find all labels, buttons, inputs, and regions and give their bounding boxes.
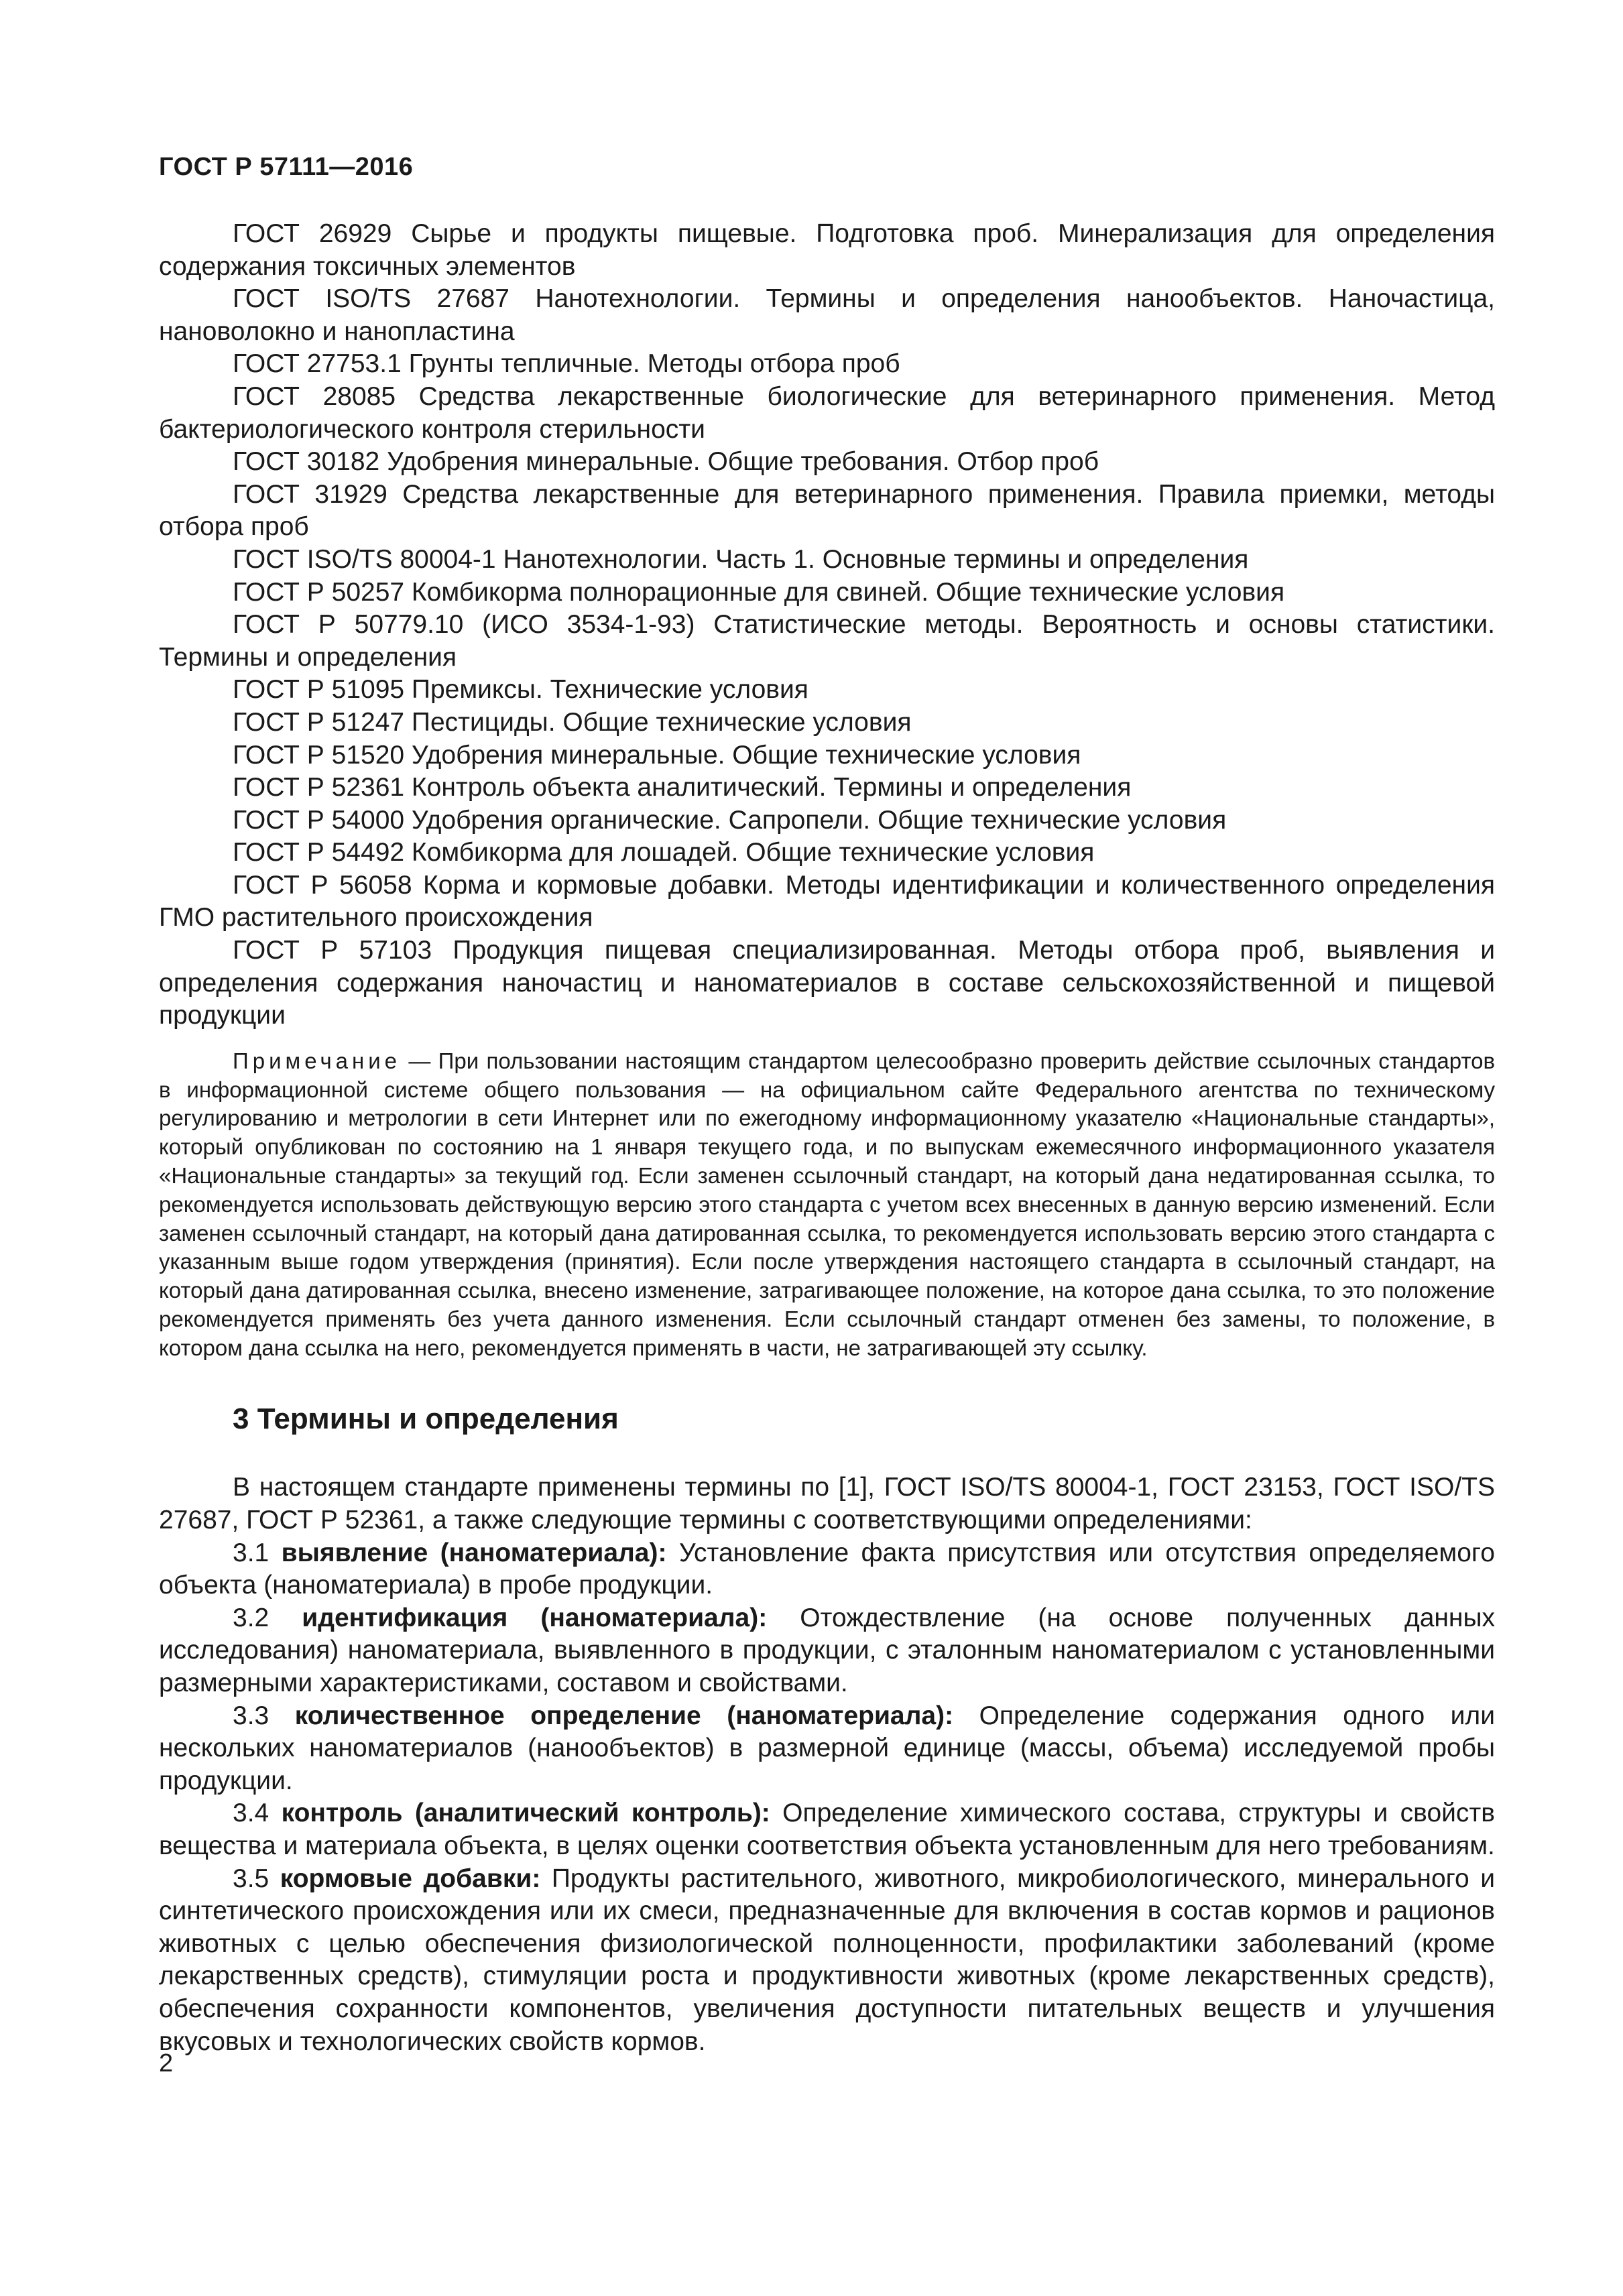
- reference-item: ГОСТ 31929 Средства лекарственные для ветеринарного применения. Правила приемки, методы отбора проб: [159, 479, 1495, 542]
- reference-item: ГОСТ Р 51247 Пестициды. Общие технические условия: [233, 707, 912, 737]
- reference-item: ГОСТ 30182 Удобрения минеральные. Общие требования. Отбор проб: [233, 447, 1099, 477]
- term-entry: [159, 1537, 1495, 1602]
- reference-item: ГОСТ Р 51095 Премиксы. Технические условия: [233, 675, 808, 705]
- note-label: Примечание: [233, 1048, 402, 1073]
- term-definition: Определение химического состава, структуры и свойств вещества и материала объекта, в целях оценки соответствия объекта установленным для него требованиям.: [159, 1799, 1495, 1860]
- reference-item: ГОСТ Р 54492 Комбикорма для лошадей. Общие технические условия: [233, 838, 1095, 867]
- terms-section: [159, 1471, 1495, 2058]
- reference-item: ГОСТ Р 54000 Удобрения органические. Сапропели. Общие технические условия: [233, 805, 1227, 835]
- reference-item: ГОСТ ISO/TS 80004-1 Нанотехнологии. Часть 1. Основные термины и определения: [233, 544, 1249, 574]
- reference-item: ГОСТ Р 50779.10 (ИСО 3534-1-93) Статистические методы. Вероятность и основы статистики. Термины и определения: [159, 610, 1495, 672]
- page-number: 2: [159, 2049, 174, 2077]
- term-name: количественное определение (наноматериала):: [294, 1701, 954, 1730]
- reference-item: ГОСТ Р 50257 Комбикорма полнорационные для свиней. Общие технические условия: [233, 577, 1285, 607]
- term-definition: Продукты растительного, животного, микробиологического, минерального и синтетического происхождения или их смеси, предназначенные для включения в состав кормов и рационов животных с целью обеспечения физиологической полноценности, профилактики заболеваний (кроме лекарственных средств), стимуляции роста и продуктивности животных (кроме лекарственных средств), обеспечения сохранности компонентов, увеличения доступности питательных веществ и улучшения вкусовых и технологических свойств кормов.: [159, 1864, 1495, 2056]
- term-name: кормовые добавки:: [280, 1864, 541, 1893]
- note-paragraph: [159, 1047, 1495, 1363]
- term-number: 3.4: [233, 1799, 269, 1828]
- term-name: идентификация (наноматериала):: [302, 1603, 768, 1632]
- term-name: контроль (аналитический контроль):: [281, 1799, 770, 1828]
- document-header: ГОСТ Р 57111—2016: [159, 153, 414, 181]
- term-definition: Определение содержания одного или нескольких наноматериалов (нанообъектов) в размерной единице (массы, объема) исследуемой пробы продукции.: [159, 1701, 1495, 1795]
- note-dash: —: [401, 1048, 438, 1073]
- reference-item: ГОСТ ISO/TS 27687 Нанотехнологии. Термины и определения нанообъектов. Наночастица, нановолокно и нанопластина: [159, 284, 1495, 346]
- reference-item: ГОСТ Р 57103 Продукция пищевая специализированная. Методы отбора проб, выявления и определения содержания наночастиц и наноматериалов в составе сельскохозяйственной и пищевой продукции: [159, 936, 1495, 1030]
- section-heading: 3 Термины и определения: [233, 1402, 619, 1435]
- note-text: При пользовании настоящим стандартом целесообразно проверить действие ссылочных стандартов в информационной системе общего пользования — на официальном сайте Федерального агентства по техническому регулированию и метрологии в сети Интернет или по ежегодному информационному указателю «Национальные стандарты», который опубликован по состоянию на 1 января текущего года, и по выпускам ежемесячного информационного указателя «Национальные стандарты» за текущий год. Если заменен ссылочный стандарт, на который дана недатированная ссылка, то рекомендуется использовать действующую версию этого стандарта с учетом всех внесенных в данную версию изменений. Если заменен ссылочный стандарт, на который дана датированная ссылка, то рекомендуется использовать версию этого стандарта с указанным выше годом утверждения (принятия). Если после утверждения настоящего стандарта в ссылочный стандарт, на который дана датированная ссылка, внесено изменение, затрагивающее положение, на которое дана ссылка, то это положение рекомендуется применять без учета данного изменения. Если ссылочный стандарт отменен без замены, то положение, в котором дана ссылка на него, рекомендуется применять в части, не затрагивающей эту ссылку.: [159, 1048, 1495, 1360]
- term-definition: Установление факта присутствия или отсутствия определяемого объекта (наноматериала) в пробе продукции.: [159, 1538, 1495, 1600]
- term-number: 3.5: [233, 1864, 269, 1893]
- term-entry: [159, 1797, 1495, 1862]
- reference-item: ГОСТ Р 56058 Корма и кормовые добавки. Методы идентификации и количественного определения ГМО растительного происхождения: [159, 870, 1495, 932]
- reference-item: ГОСТ 28085 Средства лекарственные биологические для ветеринарного применения. Метод бактериологического контроля стерильности: [159, 381, 1495, 444]
- term-name: выявление (наноматериала):: [281, 1538, 667, 1567]
- reference-item: ГОСТ Р 52361 Контроль объекта аналитический. Термины и определения: [233, 773, 1132, 802]
- term-definition: Отождествление (на основе полученных данных исследования) наноматериала, выявленного в продукции, с эталонным наноматериалом с установленными размерными характеристиками, составом и свойствами.: [159, 1603, 1495, 1697]
- reference-item: ГОСТ 26929 Сырье и продукты пищевые. Подготовка проб. Минерализация для определения содержания токсичных элементов: [159, 219, 1495, 281]
- term-number: 3.2: [233, 1603, 269, 1632]
- reference-item: ГОСТ Р 51520 Удобрения минеральные. Общие технические условия: [233, 740, 1081, 770]
- term-entry: [159, 1602, 1495, 1700]
- term-entry: [159, 1863, 1495, 2059]
- term-entry: [159, 1700, 1495, 1798]
- term-number: 3.3: [233, 1701, 269, 1730]
- section-intro: В настоящем стандарте применены термины по [1], ГОСТ ISO/TS 80004-1, ГОСТ 23153, ГОСТ ISO/TS 27687, ГОСТ Р 52361, а также следующие термины с соответствующими определениями:: [159, 1473, 1495, 1534]
- normative-references-list: [159, 218, 1495, 1032]
- page-content: [159, 218, 1495, 2058]
- reference-item: ГОСТ 27753.1 Грунты тепличные. Методы отбора проб: [233, 349, 900, 379]
- term-number: 3.1: [233, 1538, 269, 1567]
